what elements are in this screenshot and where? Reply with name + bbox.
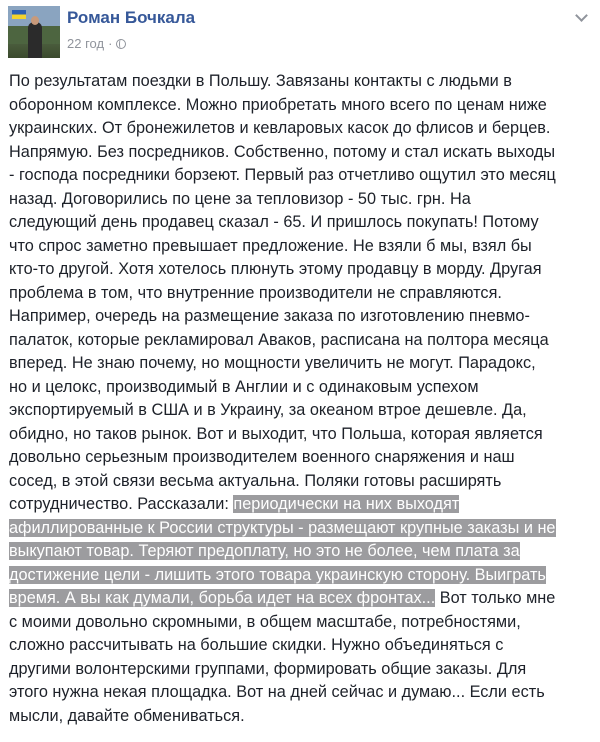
text-segment: этого нужна некая площадка. Вот на дней сейчас и думаю... Если есть xyxy=(9,683,545,701)
post-text-line xyxy=(9,211,593,235)
post-text-line xyxy=(9,470,593,494)
globe-icon[interactable] xyxy=(116,39,126,49)
post-text-line xyxy=(9,376,593,400)
post-text-line xyxy=(9,540,593,564)
post-text-line xyxy=(9,587,593,611)
text-segment: сложно рассчитывать на большие скидки. Нужно объединяться с xyxy=(9,636,504,654)
text-segment: другими волонтерскими группами, формировать общие заказы. Для xyxy=(9,659,527,678)
text-segment: мысли, давайте обмениваться. xyxy=(9,706,245,725)
text-segment: кто-то другой. Хотя хотелось плюнуть этому продавцу в морду. Другая xyxy=(9,260,542,278)
post-text-line xyxy=(9,305,593,329)
text-segment: что спрос заметно превышает предложение. Не взяли б мы, взял бы xyxy=(9,236,532,255)
text-segment: вперед. Не знаю почему, но мощности увеличить не могут. Парадокс, xyxy=(9,354,536,372)
text-segment: довольно серьезным производителем военного снаряжения и наш xyxy=(9,448,515,466)
post-text-line xyxy=(9,235,593,259)
post-text xyxy=(9,70,593,728)
post-text-line xyxy=(9,517,593,541)
text-segment: следующий день продавец сказал - 65. И пришлось покупать! Потому xyxy=(9,213,539,231)
author-name[interactable]: Роман Бочкала xyxy=(67,8,196,27)
post-text-line xyxy=(9,117,593,141)
text-segment: проблема в том, что внутренние производители не справляются. xyxy=(9,283,502,302)
post-text-line xyxy=(9,446,593,470)
highlighted-text: выкупают товар. Теряют предоплату, но это не более, чем плата за xyxy=(9,542,520,560)
highlighted-text: достижение цели - лишить этого товара украинскую сторону. Выиграть xyxy=(9,565,546,584)
text-segment: - господа посредники борзеют. Первый раз отчетливо ощутил это месяц xyxy=(9,166,556,184)
post-text-line xyxy=(9,658,593,682)
post-text-line xyxy=(9,564,593,588)
chevron-down-icon[interactable] xyxy=(574,10,588,24)
flag-icon xyxy=(12,10,26,19)
text-segment: сотрудничество. Рассказали: xyxy=(9,495,234,513)
post-text-line xyxy=(9,164,593,188)
post-text-line xyxy=(9,423,593,447)
text-segment: Вот только мне xyxy=(435,589,556,607)
text-segment: назад. Договорились по цене за тепловизор - 50 тыс. грн. На xyxy=(9,189,471,208)
text-segment: По результатам поездки в Польшу. Завязаны контакты с людьми в xyxy=(9,72,512,90)
post-text-line xyxy=(9,399,593,423)
text-segment: украинских. От бронежилетов и кевларовых касок до флисов и берцев. xyxy=(9,119,551,137)
post-text-line xyxy=(9,188,593,212)
post-text-line xyxy=(9,258,593,282)
post-text-line xyxy=(9,705,593,729)
post-text-line xyxy=(9,329,593,353)
post-text-line xyxy=(9,141,593,165)
post-text-line xyxy=(9,634,593,658)
text-segment: сосед, в этой связи весьма актуальна. Поляки готовы расширять xyxy=(9,471,502,490)
post-text-line xyxy=(9,611,593,635)
post-header xyxy=(8,6,592,60)
post-text-line xyxy=(9,352,593,376)
post-text-line xyxy=(9,282,593,306)
highlighted-text: периодически на них выходят xyxy=(233,495,460,513)
avatar[interactable] xyxy=(8,6,60,58)
text-segment: обидно, но таков рынок. Вот и выходит, что Польша, которая является xyxy=(9,424,543,443)
text-segment: экспортируемый в США и в Украину, за океаном втрое дешевле. Да, xyxy=(9,401,527,419)
post-meta xyxy=(67,36,126,51)
text-segment: но и целокс, производимый в Англии и с одинаковым успехом xyxy=(9,377,479,396)
highlighted-text: время. А вы как думали, борьба идет на всех фронтах... xyxy=(9,589,436,607)
text-segment: Напрямую. Без посредников. Собственно, потому и стал искать выходы xyxy=(9,142,556,161)
timestamp[interactable]: 22 год xyxy=(67,36,105,51)
post-text-line xyxy=(9,493,593,517)
post-text-line xyxy=(9,94,593,118)
post-text-line xyxy=(9,70,593,94)
text-segment: оборонном комплексе. Можно приобретать много всего по ценам ниже xyxy=(9,95,547,114)
text-segment: с моими довольно скромными, в общем масштабе, потребностями, xyxy=(9,612,521,631)
post-text-line xyxy=(9,681,593,705)
meta-separator: · xyxy=(108,36,113,51)
text-segment: Например, очередь на размещение заказа по изготовлению пневмо- xyxy=(9,307,530,325)
text-segment: палаток, которые рекламировал Аваков, расписана на полтора месяца xyxy=(9,330,549,349)
highlighted-text: афиллированные к России структуры - размещают крупные заказы и не xyxy=(9,518,556,537)
